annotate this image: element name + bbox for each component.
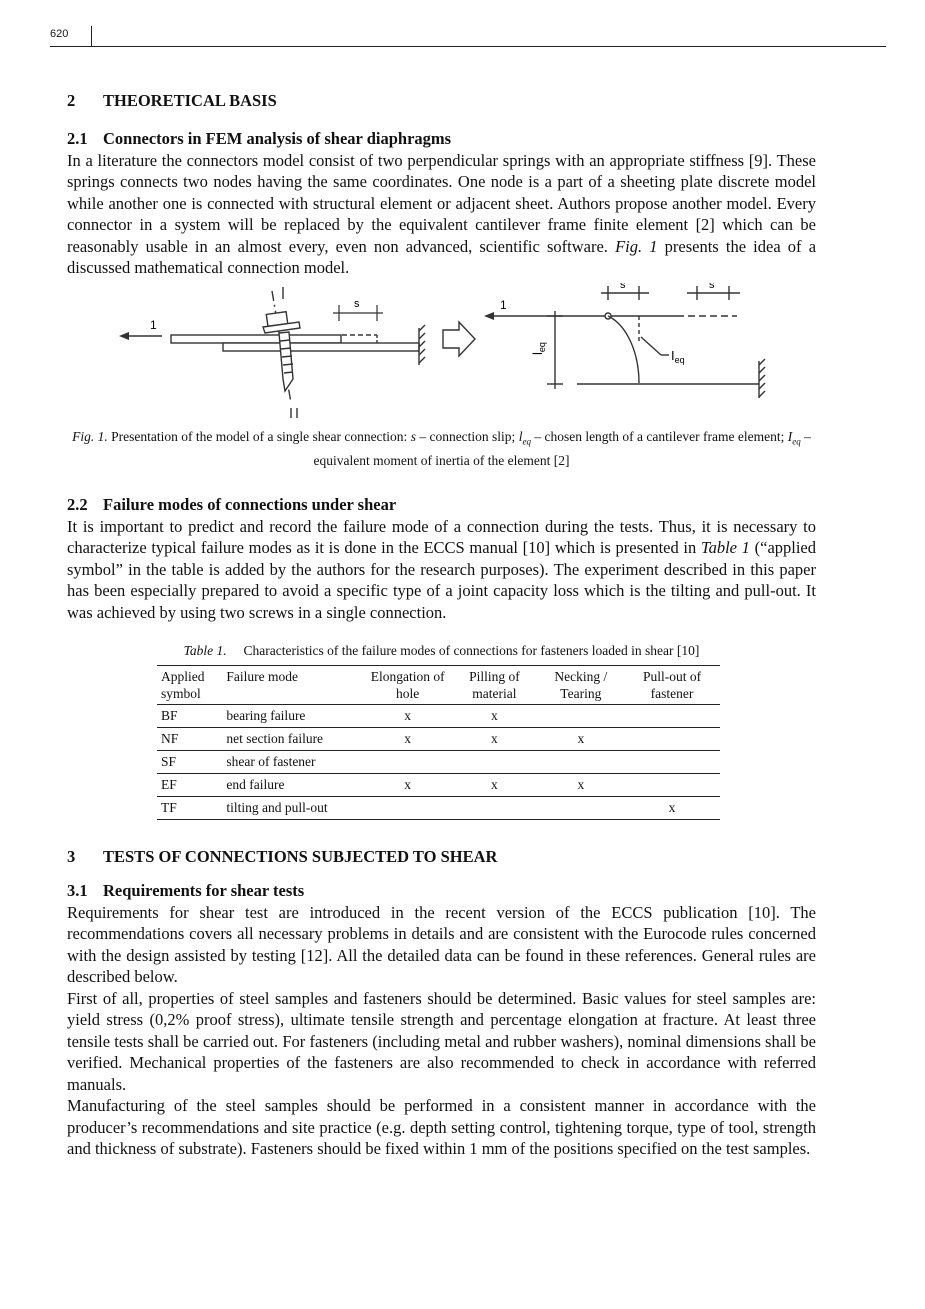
- caption-symbol: $I_{eq}$: [787, 428, 801, 447]
- table-cell: x: [538, 774, 624, 797]
- screw-connection-drawing: [119, 287, 425, 418]
- col-header: Applied symbol: [157, 666, 222, 705]
- table-cell: x: [451, 728, 537, 751]
- table-row: [157, 774, 720, 797]
- subsection-title: Requirements for shear tests: [103, 881, 305, 901]
- caption-text: – equivalent moment of inertia of the element [2]: [313, 428, 811, 469]
- slip-label: s: [354, 297, 360, 310]
- table-cell: x: [451, 774, 537, 797]
- table-cell: [538, 797, 624, 820]
- table-cell: [538, 751, 624, 774]
- table-cell: x: [364, 705, 451, 728]
- table-cell: bearing failure: [222, 705, 364, 728]
- table-row: [157, 797, 720, 820]
- page-number: 620: [50, 28, 69, 40]
- force-label-left: 1: [150, 317, 157, 332]
- figure-reference: Fig. 1: [615, 236, 658, 256]
- paragraph-text: In a literature the connectors model consist of two perpendicular springs with an appropriate stiffness [9]. These springs connects two nodes having the same coordinates. One node is a part of a sheeting plate discrete model while another one is connected with structural element or adjacent sheet. Authors propose another model. Every connector in a system will be replaced by the equivalent cantilever frame finite element [2] which can be reasonably usable in an almost every, even non advanced, scientific software.: [67, 150, 816, 256]
- table-cell: [624, 728, 720, 751]
- table-1-caption: [67, 643, 816, 659]
- caption-label: Table 1.: [183, 643, 227, 659]
- connection-model-diagram: [67, 283, 816, 423]
- col-header: Failure mode: [222, 666, 364, 705]
- table-cell: EF: [157, 774, 222, 797]
- table-cell: [364, 797, 451, 820]
- paragraph-3-1-a: Requirements for shear test are introduced in the recent version of the ECCS publication [10]. The recommendations covers all necessary problems in details and are consistent with the Eurocode rules concerned with the design assisted by testing [12]. All the detailed data can be found in these references. General rules are described below.: [67, 902, 816, 987]
- col-header: Elongation of hole: [364, 666, 451, 705]
- col-header: Pull-out of fastener: [624, 666, 720, 705]
- paragraph-text: (“applied symbol” in the table is added by the authors for the research purposes). The experiment described in this paper has been especially prepared to avoid a specific type of a joint capacity loss which is the tilting and pull-out. It was achieved by using two screws in a single connection.: [67, 538, 817, 622]
- col-header: Pilling of material: [451, 666, 537, 705]
- table-cell: [364, 751, 451, 774]
- table-cell: x: [624, 797, 720, 820]
- fe-model-drawing: [484, 286, 765, 398]
- table-cell: [624, 705, 720, 728]
- table-cell: x: [451, 705, 537, 728]
- section-number: 3: [67, 847, 76, 867]
- table-cell: x: [364, 728, 451, 751]
- paragraph-text: It is important to predict and record the failure mode of a connection during the tests. Thus, it is necessary to characterize typical failure modes as it is done in the ECCS manual [10] which is presented in: [67, 516, 816, 558]
- table-cell: [624, 774, 720, 797]
- table-cell: NF: [157, 728, 222, 751]
- section-title: TESTS OF CONNECTIONS SUBJECTED TO SHEAR: [103, 847, 498, 867]
- section-number: 2: [67, 91, 76, 110]
- table-cell: shear of fastener: [222, 751, 364, 774]
- table-reference: Table 1: [700, 538, 750, 558]
- paragraph-3-1-b: First of all, properties of steel samples and fasteners should be determined. Basic values for steel samples are: yield stress (0,2% proof stress), ultimate tensile strength and percentage elongation at fracture. At least three tensile tests shall be carried out. For fasteners (including metal and rubber washers), nominal dimensions shall be verified. Mechanical properties of the fasteners are also recommended to check in accordance with referred manuals.: [67, 988, 816, 1094]
- subsection-number: 2.2: [67, 495, 88, 515]
- figure-1: [67, 283, 816, 423]
- lower-sheet: [223, 343, 419, 351]
- page-header: [50, 24, 886, 47]
- cantilever-element: [608, 316, 639, 383]
- figure-1-caption: [67, 427, 816, 471]
- table-cell: [451, 797, 537, 820]
- table-cell: x: [364, 774, 451, 797]
- subsection-3-1-heading: [67, 880, 816, 902]
- table-header-row: [157, 666, 720, 705]
- caption-text: – connection slip;: [419, 428, 516, 444]
- section-3-heading: [67, 844, 816, 870]
- length-label: $l_{eq}$: [530, 341, 547, 355]
- table-cell: x: [538, 728, 624, 751]
- force-label-right: 1: [500, 297, 507, 312]
- subsection-number: 3.1: [67, 881, 88, 901]
- table-row: [157, 705, 720, 728]
- table-cell: [538, 705, 624, 728]
- table-cell: [451, 751, 537, 774]
- table-cell: end failure: [222, 774, 364, 797]
- arrow-head: [119, 332, 129, 340]
- inertia-label: $I_{eq}$: [671, 347, 685, 365]
- subsection-title: Connectors in FEM analysis of shear diaphragms: [103, 129, 452, 148]
- slip-label-2: s: [620, 282, 626, 291]
- table-cell: BF: [157, 705, 222, 728]
- upper-sheet: [171, 335, 341, 343]
- table-row: [157, 751, 720, 774]
- caption-text: Characteristics of the failure modes of connections for fasteners loaded in shear [10]: [243, 643, 700, 659]
- col-header: Necking / Tearing: [538, 666, 624, 705]
- table-cell: TF: [157, 797, 222, 820]
- transition-arrow-icon: [443, 322, 475, 356]
- caption-label: Fig. 1.: [72, 428, 108, 444]
- subsection-title: Failure modes of connections under shear: [103, 495, 397, 515]
- table-row: [157, 728, 720, 751]
- subsection-2-1-heading: [67, 128, 816, 150]
- paragraph-3-1-c: Manufacturing of the steel samples should be performed in a consistent manner in accordance with the producer’s recommendations and site practice (e.g. depth setting control, tightening torque, type of tool, strength and thickness of substrate). Fasteners should be fixed within 1 mm of the positions specified on the test samples.: [67, 1096, 816, 1159]
- table-cell: [624, 751, 720, 774]
- paragraph-2-2: [67, 516, 816, 624]
- table-cell: net section failure: [222, 728, 364, 751]
- header-divider: [91, 26, 92, 46]
- failure-modes-table: [157, 665, 720, 820]
- section-2-heading: [67, 88, 816, 114]
- subsection-2-2-heading: [67, 494, 816, 516]
- paragraph-2-1: [67, 150, 816, 279]
- section-title: THEORETICAL BASIS: [103, 91, 277, 110]
- table-cell: tilting and pull-out: [222, 797, 364, 820]
- caption-symbol: $l_{eq}$: [518, 428, 531, 447]
- table-cell: SF: [157, 751, 222, 774]
- page-content: [67, 88, 816, 1160]
- caption-text: Presentation of the model of a single shear connection:: [111, 428, 408, 444]
- caption-symbol: s: [410, 428, 416, 444]
- slip-label-3: s: [709, 282, 715, 291]
- paragraph-text: presents the idea of a discussed mathematical connection model.: [67, 236, 817, 277]
- subsection-number: 2.1: [67, 129, 88, 148]
- caption-text: – chosen length of a cantilever frame element;: [534, 428, 785, 444]
